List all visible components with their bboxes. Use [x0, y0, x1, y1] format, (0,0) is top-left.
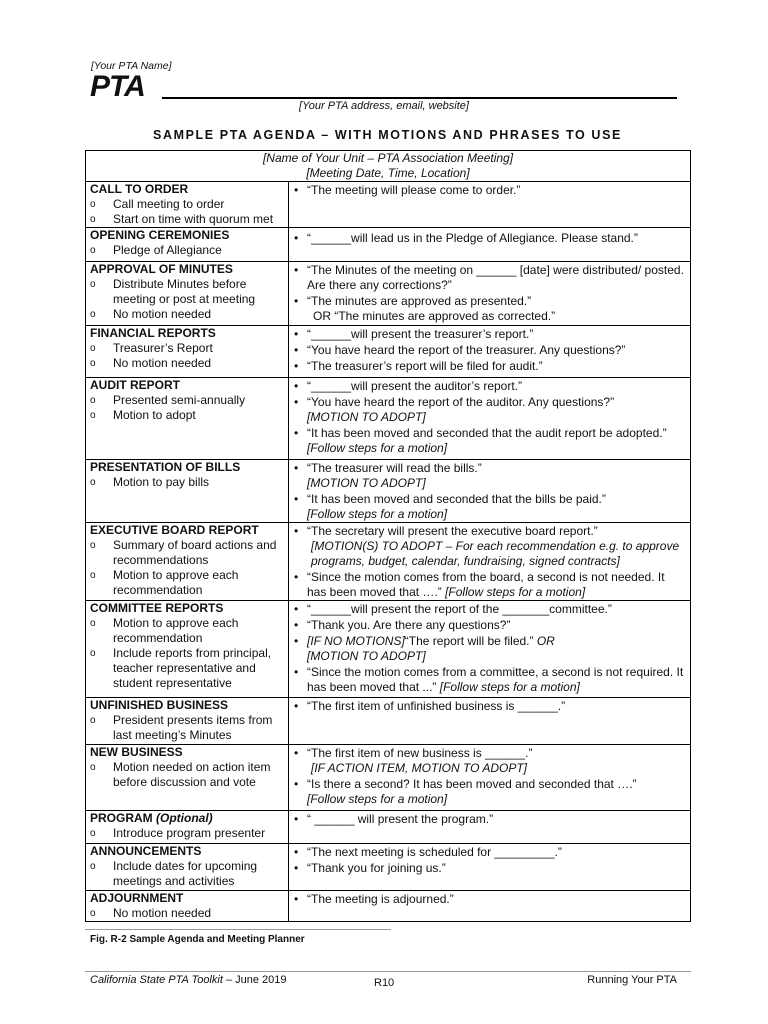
section-title-text: PROGRAM	[90, 811, 153, 825]
footer-rule	[85, 971, 691, 972]
list-item: o Start on time with quorum met	[90, 212, 284, 227]
phrase: • “Is there a second? It has been moved and seconded that ….”	[293, 777, 686, 792]
figure-caption: Fig. R-2 Sample Agenda and Meeting Planner	[90, 934, 305, 945]
logo-underline	[162, 97, 677, 99]
section-title: CALL TO ORDER	[90, 182, 189, 196]
list-item: o No motion needed	[90, 906, 284, 921]
phrase: • “The treasurer will read the bills.”	[293, 461, 686, 476]
motion-note: [Follow steps for a motion]	[307, 441, 448, 455]
page-number: R10	[374, 977, 395, 989]
motion-note: [MOTION(S) TO ADOPT – For each recommendation e.g. to approve programs, budget, calendar, fundraising, signed contracts]	[311, 539, 680, 568]
list-item: o Include dates for upcoming meetings and activities	[90, 859, 284, 889]
phrases-cell	[289, 378, 691, 460]
agenda-item-cell	[86, 523, 289, 601]
section-title: NEW BUSINESS	[90, 745, 183, 759]
unit-name-placeholder: [Name of Your Unit – PTA Association Meeting]	[262, 151, 514, 165]
agenda-item-cell	[86, 891, 289, 922]
section-title: COMMITTEE REPORTS	[90, 601, 224, 615]
phrase: • “It has been moved and seconded that the audit report be adopted.”	[293, 426, 686, 441]
agenda-item-cell	[86, 378, 289, 460]
phrase	[293, 570, 686, 600]
motion-note: [Follow steps for a motion]	[307, 792, 448, 806]
pta-name-placeholder: [Your PTA Name]	[91, 60, 172, 72]
phrase	[293, 634, 686, 649]
phrases-cell	[289, 698, 691, 745]
agenda-row	[86, 228, 691, 262]
phrases-cell	[289, 262, 691, 326]
agenda-row	[86, 698, 691, 745]
list-item: o Motion needed on action item before discussion and vote	[90, 760, 284, 790]
phrase: • “Thank you for joining us.”	[293, 861, 686, 876]
section-title: OPENING CEREMONIES	[90, 228, 230, 242]
footer-source-date: – June 2019	[222, 974, 287, 986]
agenda-row	[86, 601, 691, 698]
section-title: AUDIT REPORT	[90, 378, 180, 392]
phrase: • “______will lead us in the Pledge of Allegiance. Please stand.”	[293, 231, 686, 246]
agenda-item-cell	[86, 601, 289, 698]
or-label: OR	[536, 634, 555, 648]
phrase-text: “The report will be filed.”	[404, 634, 534, 648]
phrases-cell	[289, 811, 691, 844]
phrase: • “It has been moved and seconded that the bills be paid.”	[293, 492, 686, 507]
agenda-row	[86, 891, 691, 922]
agenda-item-cell	[86, 745, 289, 811]
list-item: o Motion to pay bills	[90, 475, 284, 490]
list-item: o Treasurer’s Report	[90, 341, 284, 356]
page-title: SAMPLE PTA AGENDA – WITH MOTIONS AND PHRASES TO USE	[153, 128, 622, 142]
agenda-item-cell	[86, 811, 289, 844]
list-item: o Motion to approve each recommendation	[90, 568, 284, 598]
list-item: o Motion to approve each recommendation	[90, 616, 284, 646]
phrase	[293, 665, 686, 695]
phrase: • “The first item of new business is ______.”	[293, 746, 686, 761]
list-item: o Introduce program presenter	[90, 826, 284, 841]
caption-rule	[85, 929, 391, 930]
phrase: • “The treasurer’s report will be filed for audit.”	[293, 359, 686, 374]
phrase: • “The next meeting is scheduled for _________.”	[293, 845, 686, 860]
phrase: • “______will present the report of the _______committee.”	[293, 602, 686, 617]
motion-note: [MOTION TO ADOPT]	[307, 410, 426, 424]
agenda-item-cell	[86, 698, 289, 745]
phrases-cell	[289, 601, 691, 698]
agenda-row	[86, 844, 691, 891]
footer-section: Running Your PTA	[587, 974, 677, 986]
phrase-text: “Since the motion comes from a committee, a second is not required. It has been moved that ...”	[307, 665, 684, 694]
phrases-cell	[289, 844, 691, 891]
phrase: • “The Minutes of the meeting on ______ [date] were distributed/ posted. Are there any corrections?”	[293, 263, 686, 293]
motion-note: [IF ACTION ITEM, MOTION TO ADOPT]	[311, 761, 528, 775]
list-item: o President presents items from last meeting’s Minutes	[90, 713, 284, 743]
phrases-cell	[289, 228, 691, 262]
agenda-row	[86, 262, 691, 326]
agenda-row	[86, 811, 691, 844]
footer-source	[90, 974, 287, 986]
phrase: • “Thank you. Are there any questions?”	[293, 618, 686, 633]
section-title: FINANCIAL REPORTS	[90, 326, 216, 340]
phrase: • “You have heard the report of the treasurer. Any questions?”	[293, 343, 686, 358]
section-title: APPROVAL OF MINUTES	[90, 262, 233, 276]
phrases-cell	[289, 891, 691, 922]
phrase: • “The first item of unfinished business is ______.”	[293, 699, 686, 714]
phrase: • “______will present the treasurer’s report.”	[293, 327, 686, 342]
phrase-text: “Since the motion comes from the board, a second is not needed. It has been moved that ….”	[307, 570, 665, 599]
optional-label: (Optional)	[156, 811, 213, 825]
phrase: • “The meeting is adjourned.”	[293, 892, 686, 907]
phrase: • “The meeting will please come to order.”	[293, 183, 686, 198]
phrases-cell	[289, 326, 691, 378]
list-item: o Pledge of Allegiance	[90, 243, 284, 258]
agenda-item-cell	[86, 228, 289, 262]
table-header-cell	[86, 151, 691, 182]
phrase: • “You have heard the report of the auditor. Any questions?”	[293, 395, 686, 410]
phrases-cell	[289, 523, 691, 601]
agenda-item-cell	[86, 844, 289, 891]
agenda-item-cell	[86, 326, 289, 378]
section-title: ADJOURNMENT	[90, 891, 184, 905]
list-item: o Motion to adopt	[90, 408, 284, 423]
phrase: • “ ______ will present the program.”	[293, 812, 686, 827]
phrases-cell	[289, 182, 691, 228]
footer-source-title: California State PTA Toolkit	[90, 974, 223, 986]
meeting-info-placeholder: [Meeting Date, Time, Location]	[306, 166, 470, 180]
motion-note: [MOTION TO ADOPT]	[307, 476, 426, 490]
list-item: o Call meeting to order	[90, 197, 284, 212]
phrase-alt: OR “The minutes are approved as corrected.”	[313, 309, 556, 323]
agenda-row	[86, 523, 691, 601]
agenda-item-cell	[86, 460, 289, 523]
pta-logo: PTA	[90, 70, 145, 103]
phrase: • “The minutes are approved as presented.”	[293, 294, 686, 309]
motion-note: [Follow steps for a motion]	[445, 585, 586, 599]
agenda-row	[86, 460, 691, 523]
motion-note: [Follow steps for a motion]	[439, 680, 580, 694]
section-title: EXECUTIVE BOARD REPORT	[90, 523, 259, 537]
list-item: o Distribute Minutes before meeting or post at meeting	[90, 277, 284, 307]
agenda-item-cell	[86, 262, 289, 326]
agenda-row	[86, 378, 691, 460]
table-header-row	[86, 151, 691, 182]
agenda-row	[86, 326, 691, 378]
agenda-table	[85, 150, 691, 922]
phrases-cell	[289, 745, 691, 811]
list-item: o Include reports from principal, teacher representative and student representative	[90, 646, 284, 691]
phrase: • “The secretary will present the executive board report.”	[293, 524, 686, 539]
agenda-row	[86, 745, 691, 811]
section-title	[90, 811, 284, 826]
list-item: o No motion needed	[90, 356, 284, 371]
motion-note: [IF NO MOTIONS]	[307, 634, 405, 648]
agenda-item-cell	[86, 182, 289, 228]
motion-note: [MOTION TO ADOPT]	[307, 649, 426, 663]
section-title: UNFINISHED BUSINESS	[90, 698, 229, 712]
phrase: • “______will present the auditor’s report.”	[293, 379, 686, 394]
motion-note: [Follow steps for a motion]	[307, 507, 448, 521]
list-item: o No motion needed	[90, 307, 284, 322]
pta-address-placeholder: [Your PTA address, email, website]	[299, 100, 469, 112]
phrases-cell	[289, 460, 691, 523]
agenda-row	[86, 182, 691, 228]
section-title: PRESENTATION OF BILLS	[90, 460, 241, 474]
list-item: o Presented semi-annually	[90, 393, 284, 408]
list-item: o Summary of board actions and recommendations	[90, 538, 284, 568]
section-title: ANNOUNCEMENTS	[90, 844, 202, 858]
